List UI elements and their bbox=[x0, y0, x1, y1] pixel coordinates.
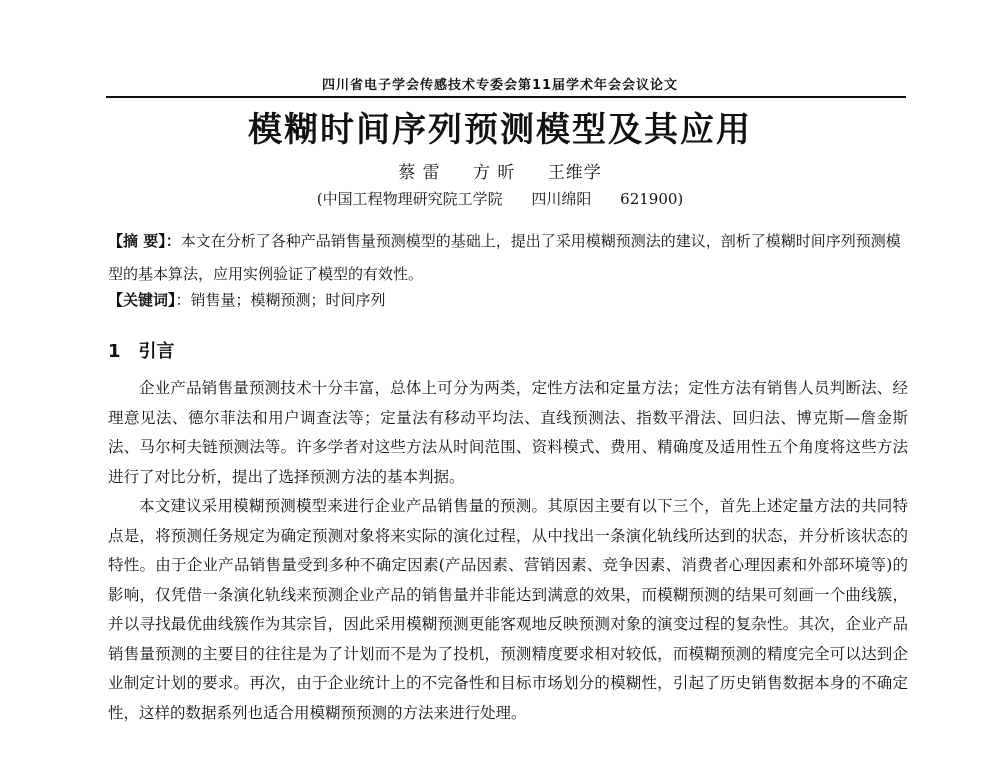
body-paragraph: 本文建议采用模糊预测模型来进行企业产品销售量的预测。其原因主要有以下三个，首先上述定量方法的共同特点是，将预测任务规定为确定预测对象将来实际的演化过程，从中找出一条演化轨线所达到的状态，并分析该状态的特性。由于企业产品销售量受到多种不确定因素(产品因素、营销因素、竞争因素、消费者心理因素和外部环境等)的影响，仅凭借一条演化轨线来预测企业产品的销售量并非能达到满意的效果，而模糊预测的结果可刻画一个曲线簇，并以寻找最优曲线簇作为其宗旨，因此采用模糊预测更能客观地反映预测对象的演变过程的复杂性。其次，企业产品销售量预测的主要目的往往是为了计划而不是为了投机，预测精度要求相对较低，而模糊预测的精度完全可以达到企业制定计划的要求。再次，由于企业统计上的不完备性和目标市场划分的模糊性，引起了历史销售数据本身的不确定性，这样的数据系列也适合用模糊预预测的方法来进行处理。 bbox=[108, 497, 908, 722]
paper-title: 模糊时间序列预测模型及其应用 bbox=[248, 110, 752, 150]
affiliation-institution: (中国工程物理研究院工学院 bbox=[316, 190, 503, 208]
keywords-text: ：销售量；模糊预测；时间序列 bbox=[175, 291, 386, 309]
keywords bbox=[108, 289, 908, 310]
affiliation bbox=[0, 188, 1000, 209]
abstract-label: 【摘 要】： bbox=[108, 232, 181, 250]
abstract bbox=[108, 225, 908, 291]
section-heading bbox=[108, 337, 175, 363]
body-paragraph: 企业产品销售量预测技术十分丰富，总体上可分为两类，定性方法和定量方法；定性方法有销售人员判断法、经理意见法、德尔菲法和用户调查法等；定量法有移动平均法、直线预测法、指数平滑法、回归法、博克斯—詹金斯法、马尔柯夫链预测法等。许多学者对这些方法从时间范围、资料模式、费用、精确度及适用性五个角度将这些方法进行了对比分析，提出了选择预测方法的基本判据。 bbox=[108, 379, 908, 486]
section-number: 1 bbox=[108, 341, 121, 362]
running-header: 四川省电子学会传感技术专委会第11届学术年会会议论文 bbox=[321, 78, 679, 93]
affiliation-postcode: 621900) bbox=[620, 190, 684, 208]
author-list bbox=[0, 158, 1000, 183]
section-title: 引言 bbox=[138, 341, 175, 362]
section-body bbox=[108, 374, 908, 728]
keywords-label: 【关键词】 bbox=[108, 291, 176, 309]
affiliation-city: 四川绵阳 bbox=[531, 190, 592, 208]
author-name: 蔡 雷 bbox=[398, 163, 441, 183]
author-name: 方 昕 bbox=[473, 163, 516, 183]
header-rule bbox=[106, 96, 906, 98]
abstract-text: 本文在分析了各种产品销售量预测模型的基础上，提出了采用模糊预测法的建议，剖析了模糊时间序列预测模型的基本算法，应用实例验证了模型的有效性。 bbox=[108, 232, 901, 283]
author-name: 王维学 bbox=[547, 163, 602, 183]
